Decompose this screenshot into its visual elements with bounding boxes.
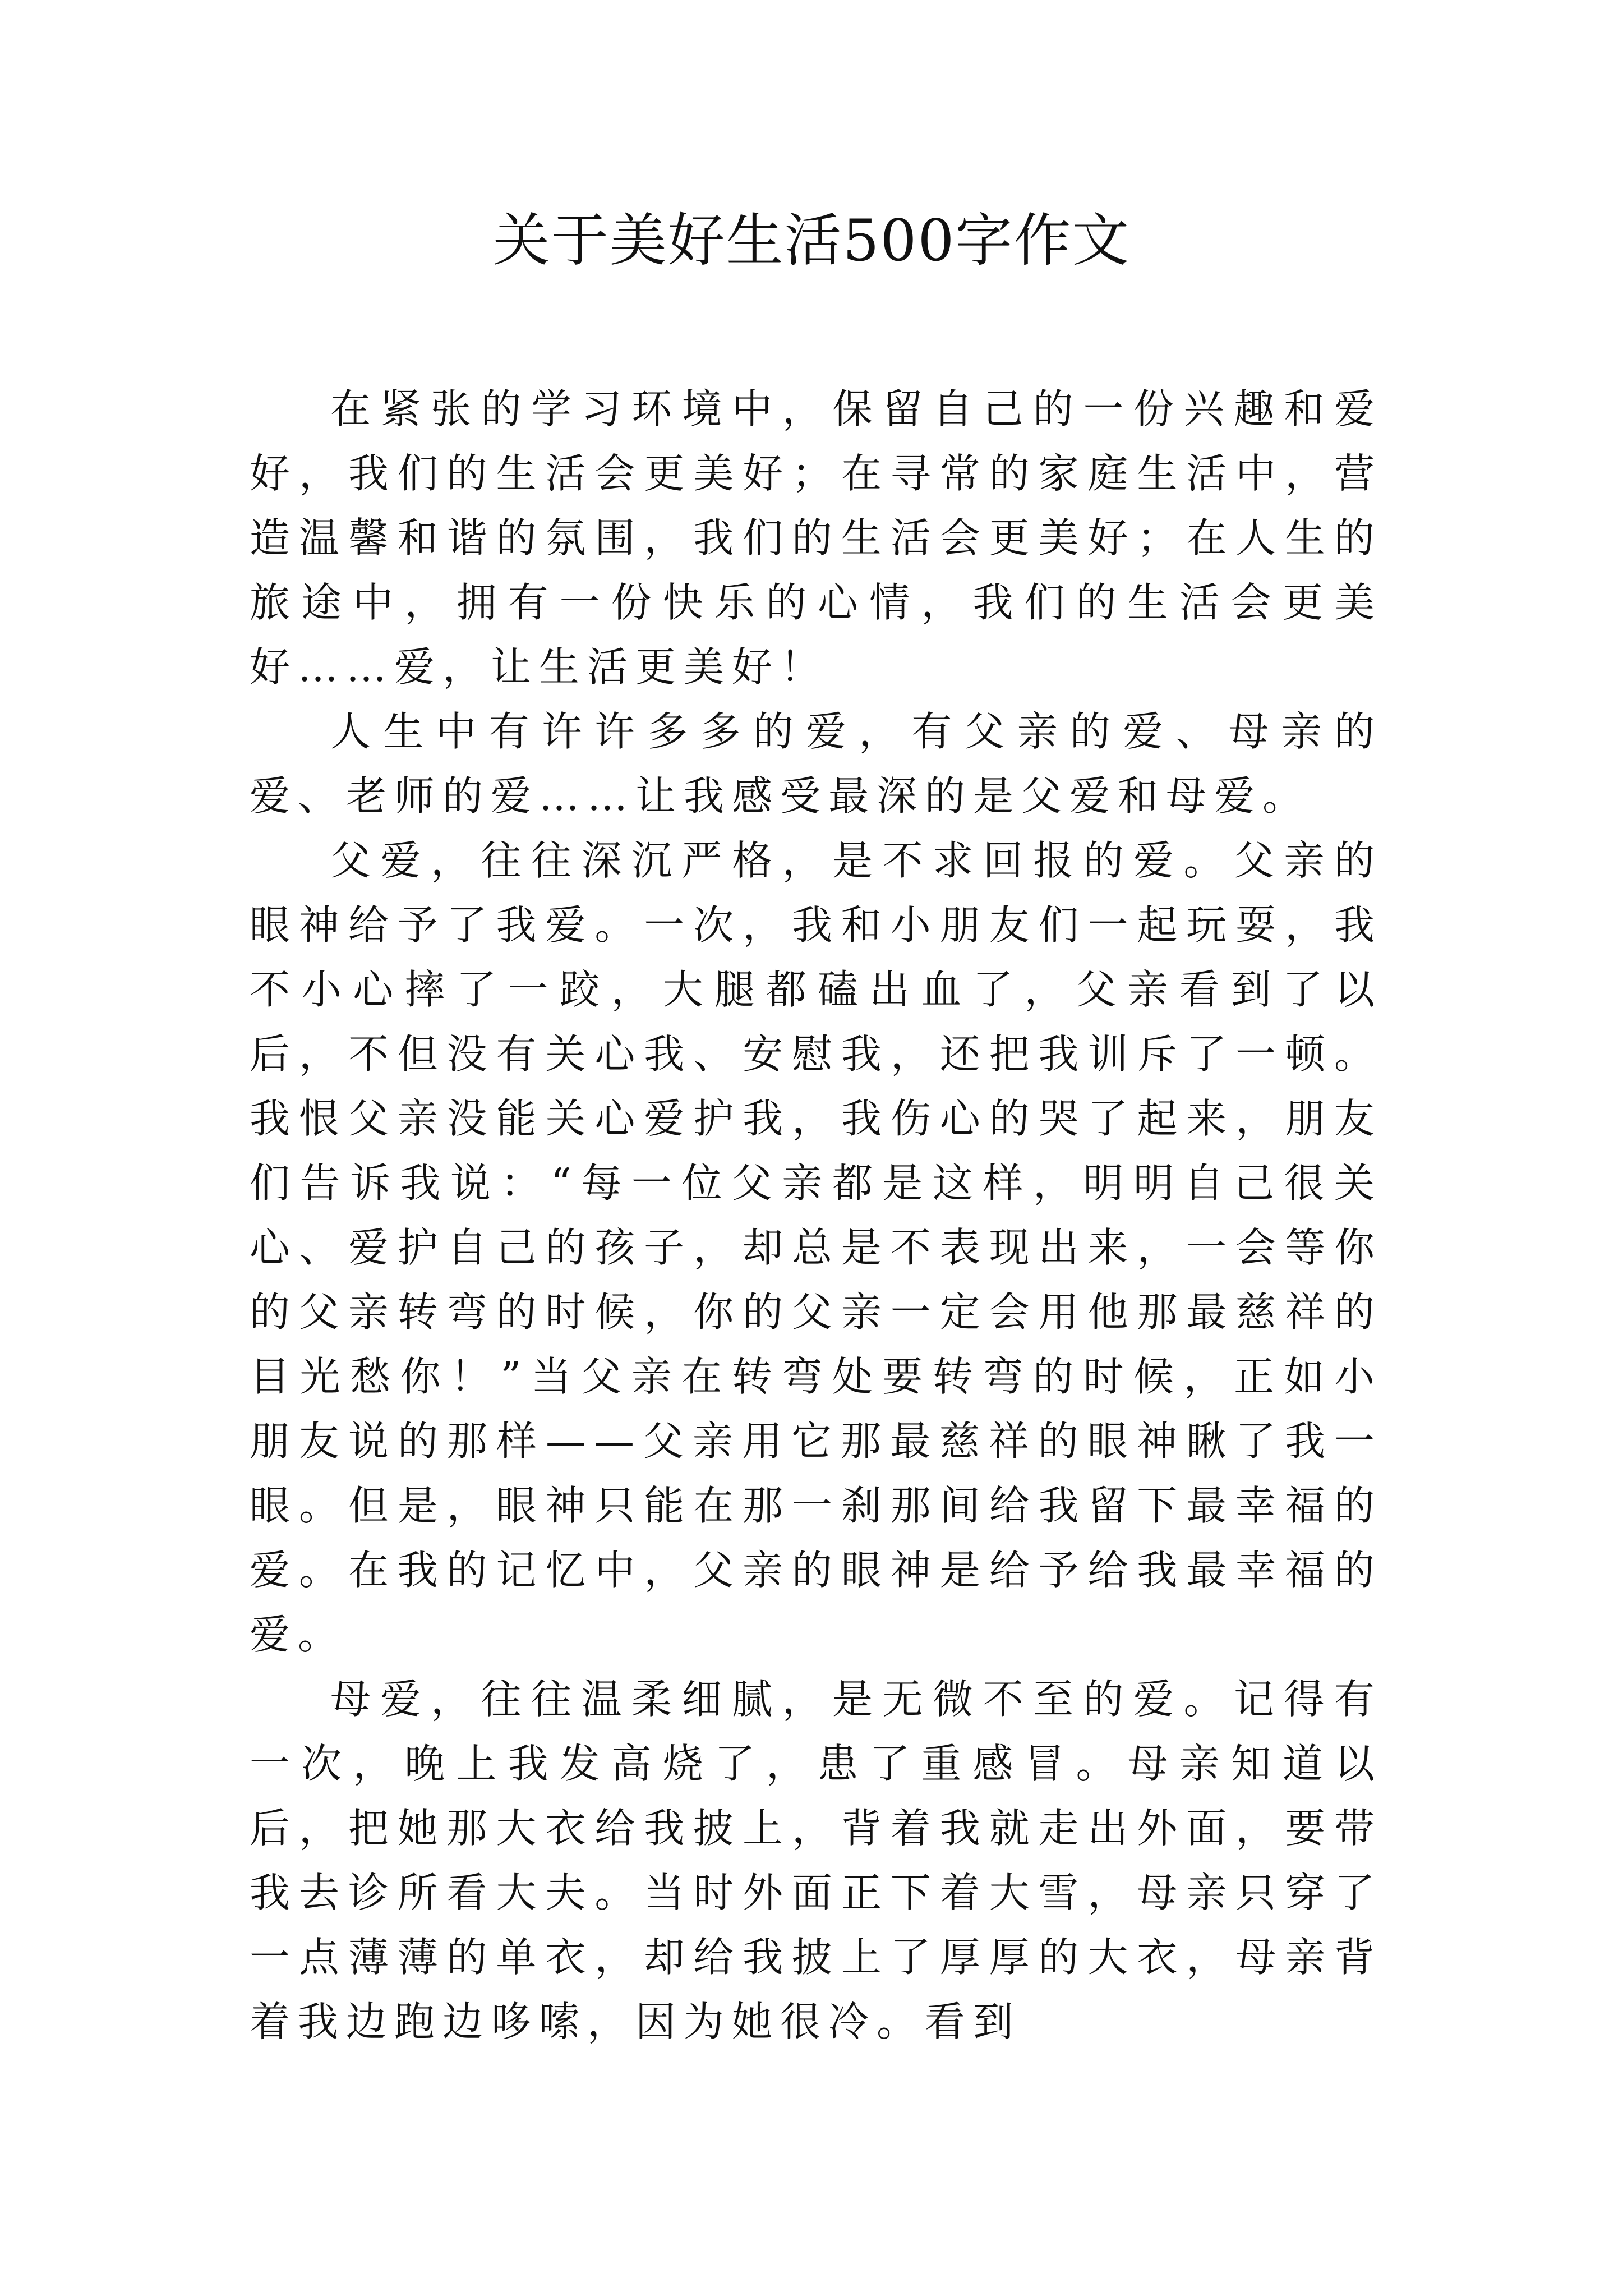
paragraph-3: 父爱，往往深沉严格，是不求回报的爱。父亲的眼神给予了我爱。一次，我和小朋友们一起玩耍，我不小心摔了一跤，大腿都磕出血了，父亲看到了以后，不但没有关心我、安慰我，还把我训斥了一顿。我恨父亲没能关心爱护我，我伤心的哭了起来，朋友们告诉我说：“每一位父亲都是这样，明明自己很关心、爱护自己的孩子，却总是不表现出来，一会等你的父亲转弯的时候，你的父亲一定会用他那最慈祥的目光愁你！”当父亲在转弯处要转弯的时候，正如小朋友说的那样——父亲用它那最慈祥的眼神瞅了我一眼。但是，眼神只能在那一刹那间给我留下最幸福的爱。在我的记忆中，父亲的眼神是给予给我最幸福的爱。	[250, 837, 1382, 1658]
paragraph-4: 母爱，往往温柔细腻，是无微不至的爱。记得有一次，晚上我发高烧了，患了重感冒。母亲知道以后，把她那大衣给我披上，背着我就走出外面，要带我去诊所看大夫。当时外面正下着大雪，母亲只穿了一点薄薄的单衣，却给我披上了厚厚的大衣，母亲背着我边跑边哆嗦，因为她很冷。看到	[250, 1676, 1382, 2045]
document-title: 关于美好生活500字作文	[492, 208, 1131, 274]
paragraph-2: 人生中有许许多多的爱，有父亲的爱、母亲的爱、老师的爱……让我感受最深的是父爱和母爱。	[250, 708, 1382, 820]
paragraph-1: 在紧张的学习环境中，保留自己的一份兴趣和爱好，我们的生活会更美好；在寻常的家庭生活中，营造温馨和谐的氛围，我们的生活会更美好；在人生的旅途中，拥有一份快乐的心情，我们的生活会更美好……爱，让生活更美好！	[250, 385, 1382, 691]
document-body	[250, 377, 1382, 2054]
